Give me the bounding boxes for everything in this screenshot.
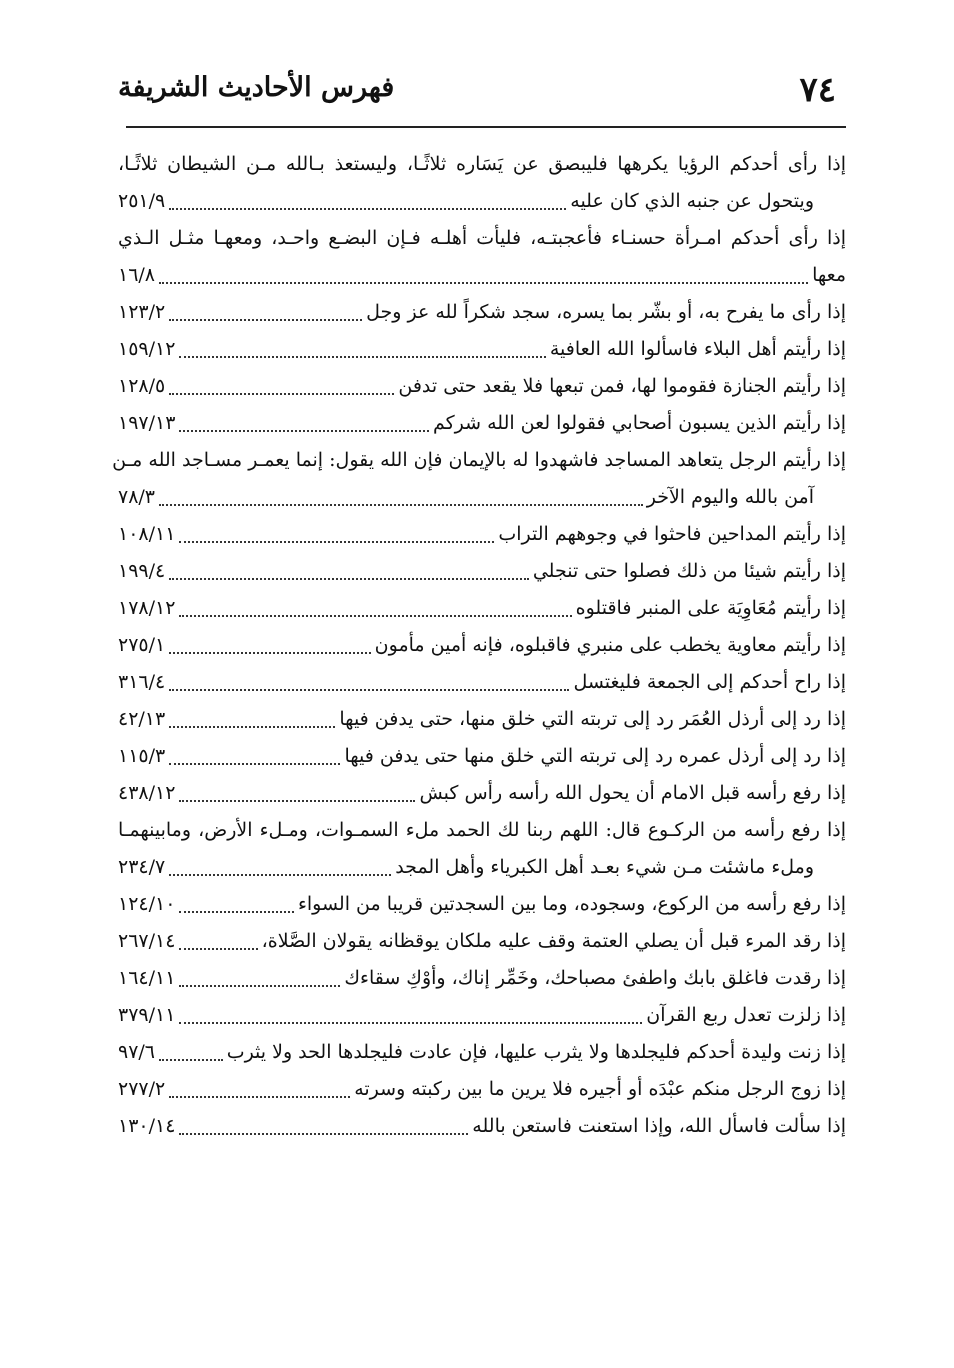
leader-dots [179, 356, 545, 358]
index-entry [118, 886, 846, 923]
entry-reference: ٩٧/٦ [118, 1041, 156, 1063]
index-entry [118, 553, 846, 590]
entry-reference: ١٦/٨ [118, 264, 156, 286]
entry-text: إذا رأيتم المداحين فاحثوا في وجوههم التراب [498, 523, 846, 545]
index-entry [118, 1034, 846, 1071]
entry-text: إذا سألت فاسأل الله، وإذا استعنت فاستعن بالله [472, 1115, 846, 1137]
entry-reference: ١٧٨/١٢ [118, 597, 176, 619]
hadith-index-list [112, 146, 846, 1145]
entry-reference: ٢٧٥/١ [118, 634, 166, 656]
entry-reference: ١٢٨/٥ [118, 375, 166, 397]
entry-text: معها [812, 264, 846, 286]
entry-reference: ٢٦٧/١٤ [118, 930, 176, 952]
entry-reference: ٣١٦/٤ [118, 671, 166, 693]
leader-dots [179, 615, 571, 617]
entry-text: إذا رأيتم معاوية يخطب على منبري فاقبلوه، فإنه أمين مأمون [374, 634, 846, 656]
leader-dots [169, 726, 335, 728]
index-entry [118, 516, 846, 553]
page-number: ٧٤ [799, 70, 836, 110]
index-entry [118, 1071, 846, 1108]
leader-dots [179, 1022, 642, 1024]
entry-text: إذا رفع رأسه قبل الامام أن يحول الله رأسه رأس كبش [419, 782, 846, 804]
index-entry [118, 183, 846, 220]
entry-text: إذا راح أحدكم إلى الجمعة فليغتسل [573, 671, 846, 693]
entry-reference: ٣٧٩/١١ [118, 1004, 176, 1026]
entry-reference: ١٢٤/١٠ [118, 893, 176, 915]
entry-reference: ١١٥/٣ [118, 745, 166, 767]
index-entry [118, 960, 846, 997]
entry-text: آمن بالله واليوم الآخر [646, 486, 814, 508]
entry-text: إذا رأى ما يفرح به، أو بشّر بما يسره، سجد شكراً لله عز وجل [366, 301, 846, 323]
leader-dots [169, 578, 529, 580]
header-rule [126, 126, 846, 128]
leader-dots [159, 282, 808, 284]
index-entry [118, 1108, 846, 1145]
page-header [118, 62, 836, 118]
entry-text: إذا رأيتم شيئا من ذلك فصلوا حتى تنجلي [532, 560, 846, 582]
leader-dots [169, 763, 340, 765]
entry-text: إذا رأيتم أهل البلاء فاسألوا الله العافية [549, 338, 846, 360]
entry-reference: ٢٥١/٩ [118, 190, 166, 212]
entry-text: وملء ماشئت مـن شيء بعـد أهل الكبرياء وأهل المجد [395, 856, 814, 878]
leader-dots [179, 985, 340, 987]
entry-text: إذا رأيتم مُعَاوِيَة على المنبر فاقتلوه [575, 597, 846, 619]
index-entry [118, 997, 846, 1034]
entry-text: إذا رفع رأسه من الركوع، وسجوده، وما بين السجدتين قريبا من السواء [297, 893, 846, 915]
entry-first-line: إذا رأى أحدكم الرؤيا يكرهها فليبصق عن يَسَاره ثلاثًـا، وليستعذ بـالله مـن الشيطان ثلاثًـا، [118, 153, 846, 175]
index-entry [118, 627, 846, 664]
entry-reference: ٧٨/٣ [118, 486, 156, 508]
leader-dots [179, 948, 257, 950]
entry-first-line: إذا رفع رأسه من الركـوع قال: اللهم ربنا لك الحمد ملء السمـوات، ومـلء الأرض، ومابينهمـا [118, 819, 846, 841]
leader-dots [169, 208, 566, 210]
leader-dots [159, 504, 643, 506]
entry-reference: ١٣٠/١٤ [118, 1115, 176, 1137]
leader-dots [169, 652, 370, 654]
index-entry [118, 775, 846, 812]
entry-first-line: إذا رأى أحدكم امـرأة حسنـاء فأعجبتـه، فليأت أهلـه فـإن البضـع واحـد، ومعهـا مثـل الـذي [118, 227, 846, 249]
leader-dots [179, 541, 494, 543]
entry-reference: ١٢٣/٢ [118, 301, 166, 323]
entry-text: ويتحول عن جنبه الذي كان عليه [570, 190, 814, 212]
entry-text: إذا زوج الرجل منكم عبْدَه أو أجيره فلا يرين ما بين ركبته وسرته [354, 1078, 846, 1100]
leader-dots [169, 874, 391, 876]
index-entry [118, 257, 846, 294]
entry-text: إذا رأيتم الذين يسبون أصحابي فقولوا لعن الله شركم [432, 412, 846, 434]
leader-dots [169, 393, 394, 395]
leader-dots [179, 430, 429, 432]
entry-reference: ١٠٨/١١ [118, 523, 176, 545]
entry-reference: ١٥٩/١٢ [118, 338, 176, 360]
index-entry [118, 479, 846, 516]
leader-dots [169, 689, 569, 691]
index-entry [118, 294, 846, 331]
leader-dots [179, 1133, 468, 1135]
entry-reference: ٤٢/١٣ [118, 708, 166, 730]
index-entry [118, 849, 846, 886]
entry-text: إذا رقد المرء قبل أن يصلي العتمة وقف عليه ملكان يوقظانه يقولان الصَّلاة، [261, 930, 846, 952]
index-entry [118, 923, 846, 960]
leader-dots [179, 800, 415, 802]
entry-reference: ١٩٧/١٣ [118, 412, 176, 434]
entry-text: إذا رقدت فاغلق بابك واطفئ مصباحك، وخَمِّر إناك، وأوْكِ سقاءك [344, 967, 846, 989]
leader-dots [169, 319, 362, 321]
entry-text: إذا رأيتم الجنازة فقوموا لها، فمن تبعها فلا يقعد حتى تدفن [398, 375, 846, 397]
entry-text: إذا رد إلى أرذل عمره رد إلى تربته التي خلق منها حتى يدفن فيها [344, 745, 846, 767]
running-title: فهرس الأحاديث الشريفة [118, 72, 395, 103]
entry-reference: ١٦٤/١١ [118, 967, 176, 989]
leader-dots [179, 911, 294, 913]
index-entry [118, 590, 846, 627]
index-entry [118, 664, 846, 701]
leader-dots [159, 1059, 223, 1061]
index-entry [118, 368, 846, 405]
entry-text: إذا زلزت تعدل ربع القرآن [646, 1004, 846, 1026]
entry-reference: ٤٣٨/١٢ [118, 782, 176, 804]
entry-text: إذا زنت وليدة أحدكم فليجلدها ولا يثرب عليها، فإن عادت فليجلدها الحد ولا يثرب [226, 1041, 846, 1063]
index-entry [118, 331, 846, 368]
entry-first-line: إذا رأيتم الرجل يتعاهد المساجد فاشهدوا له بالإيمان فإن الله يقول: إنما يعمـر مسـاجد الله مـن [112, 449, 846, 471]
index-entry [118, 701, 846, 738]
leader-dots [169, 1096, 350, 1098]
entry-reference: ٢٧٧/٢ [118, 1078, 166, 1100]
index-entry [118, 405, 846, 442]
entry-text: إذا رد إلى أرذل العُمَر رد إلى تربته التي خلق منها، حتى يدفن فيها [339, 708, 846, 730]
entry-reference: ١٩٩/٤ [118, 560, 166, 582]
entry-reference: ٢٣٤/٧ [118, 856, 166, 878]
index-entry [118, 738, 846, 775]
